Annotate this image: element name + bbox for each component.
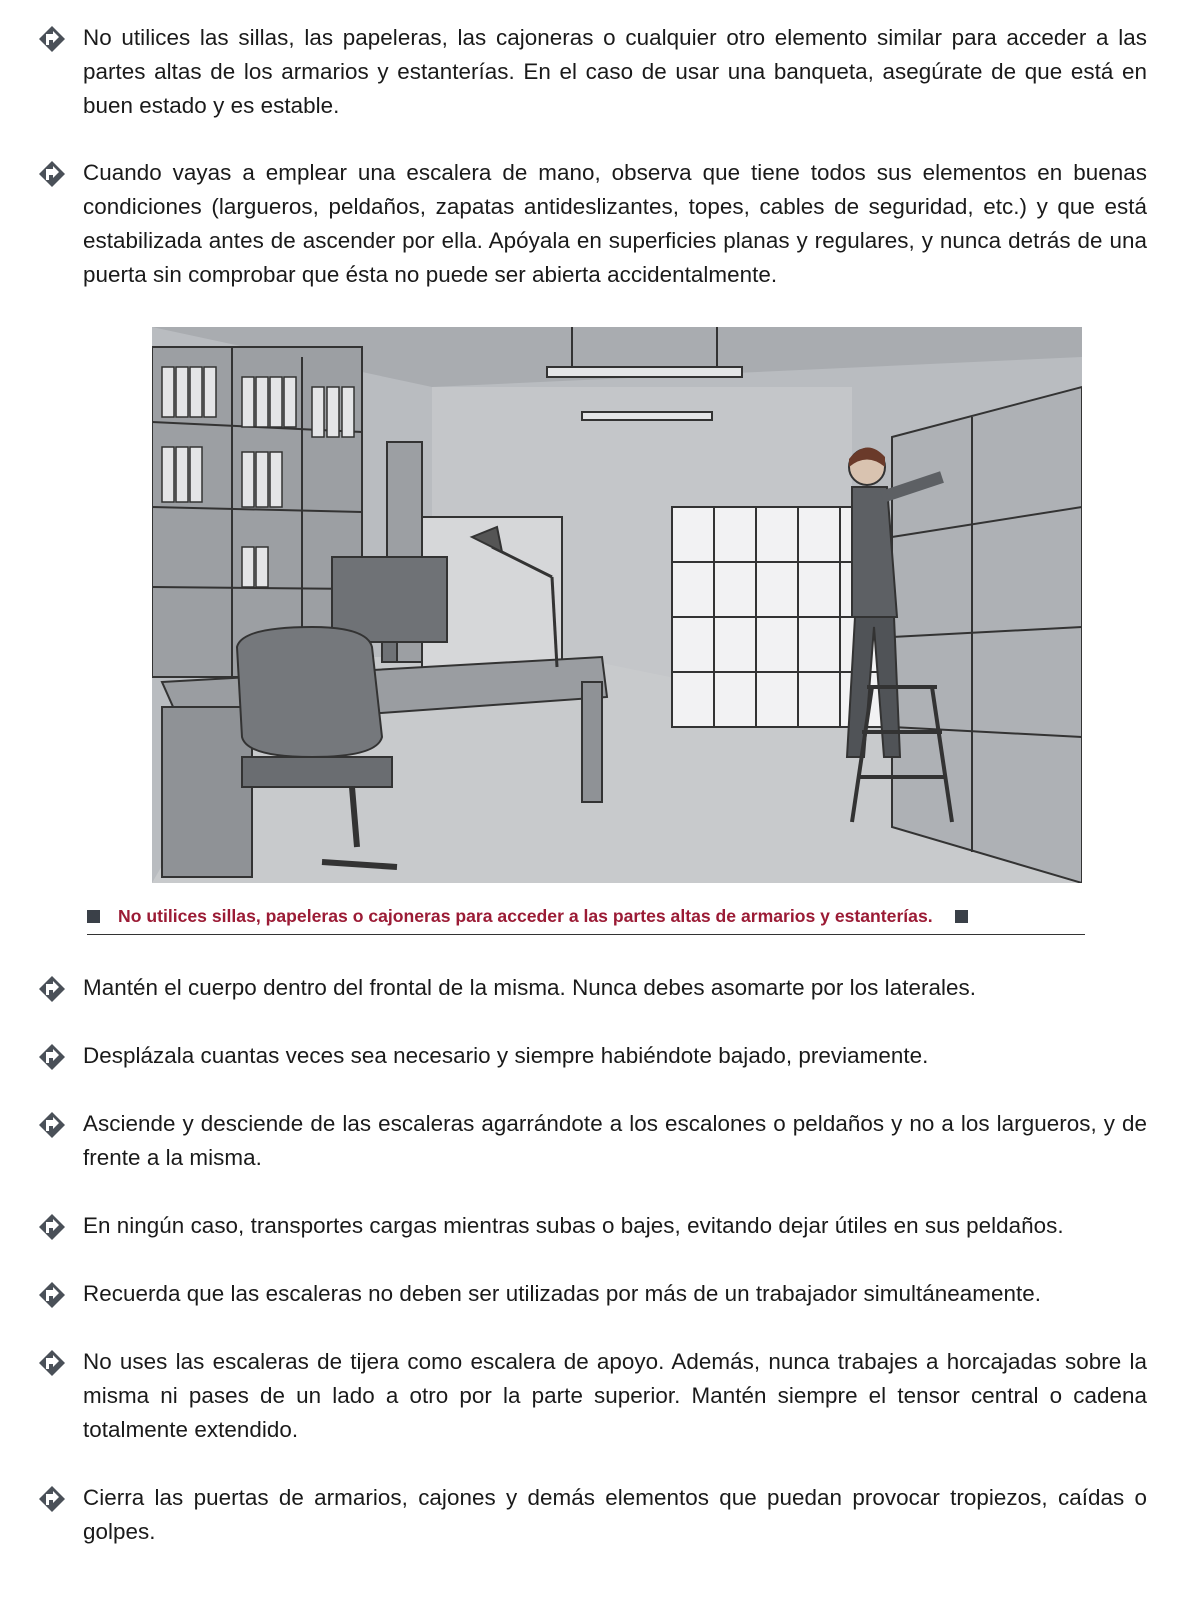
diamond-arrow-bullet-icon	[37, 1039, 83, 1073]
paragraph: Asciende y desciende de las escaleras agarrándote a los escalones o peldaños y no a los largueros, y de frente a la misma.	[83, 1111, 1147, 1170]
paragraph: Desplázala cuantas veces sea necesario y siempre habiéndote bajado, previamente.	[83, 1043, 929, 1068]
paragraph: Cierra las puertas de armarios, cajones y demás elementos que puedan provocar tropiezos, caídas o golpes.	[83, 1485, 1147, 1544]
paragraph: En ningún caso, transportes cargas mientras subas o bajes, evitando dejar útiles en sus peldaños.	[83, 1213, 1064, 1238]
bullet-item	[37, 1481, 1147, 1549]
bullet-item	[37, 971, 1147, 1005]
figure-caption	[87, 898, 1085, 935]
diamond-arrow-bullet-icon	[37, 21, 83, 55]
bullet-item	[37, 1277, 1147, 1311]
paragraph: Recuerda que las escaleras no deben ser utilizadas por más de un trabajador simultáneamente.	[83, 1281, 1042, 1306]
diamond-arrow-bullet-icon	[37, 1209, 83, 1243]
diamond-arrow-bullet-icon	[37, 1107, 83, 1141]
bullet-item	[37, 1345, 1147, 1447]
bullet-item	[37, 1209, 1147, 1243]
paragraph: Cuando vayas a emplear una escalera de mano, observa que tiene todos sus elementos en buenas condiciones (largueros, peldaños, zapatas antideslizantes, topes, cables de seguridad, etc.) y que está estabilizada antes de ascender por ella. Apóyala en superficies planas y regulares, y nunca detrás de una puerta sin comprobar que ésta no puede ser abierta accidentalmente.	[83, 160, 1147, 287]
diamond-arrow-bullet-icon	[37, 1345, 83, 1379]
paragraph: No uses las escaleras de tijera como escalera de apoyo. Además, nunca trabajes a horcajadas sobre la misma ni pases de un lado a otro por la parte superior. Mantén siempre el tensor central o cadena totalmente extendido.	[83, 1349, 1147, 1442]
square-marker-icon	[87, 910, 100, 923]
bullet-item	[37, 1107, 1147, 1175]
bullet-item	[37, 1039, 1147, 1073]
diamond-arrow-bullet-icon	[37, 1481, 83, 1515]
bullet-item	[37, 21, 1147, 123]
diamond-arrow-bullet-icon	[37, 1277, 83, 1311]
diamond-arrow-bullet-icon	[37, 971, 83, 1005]
diamond-arrow-bullet-icon	[37, 156, 83, 190]
square-marker-icon	[955, 910, 968, 923]
paragraph: Mantén el cuerpo dentro del frontal de la misma. Nunca debes asomarte por los laterales.	[83, 975, 977, 1000]
caption-text: No utilices sillas, papeleras o cajoneras para acceder a las partes altas de armarios y estanterías.	[118, 905, 933, 926]
office-illustration	[152, 327, 1082, 883]
paragraph: No utilices las sillas, las papeleras, las cajoneras o cualquier otro elemento similar para acceder a las partes altas de los armarios y estanterías. En el caso de usar una banqueta, asegúrate de que está en buen estado y es estable.	[83, 25, 1147, 118]
bullet-item	[37, 156, 1147, 292]
